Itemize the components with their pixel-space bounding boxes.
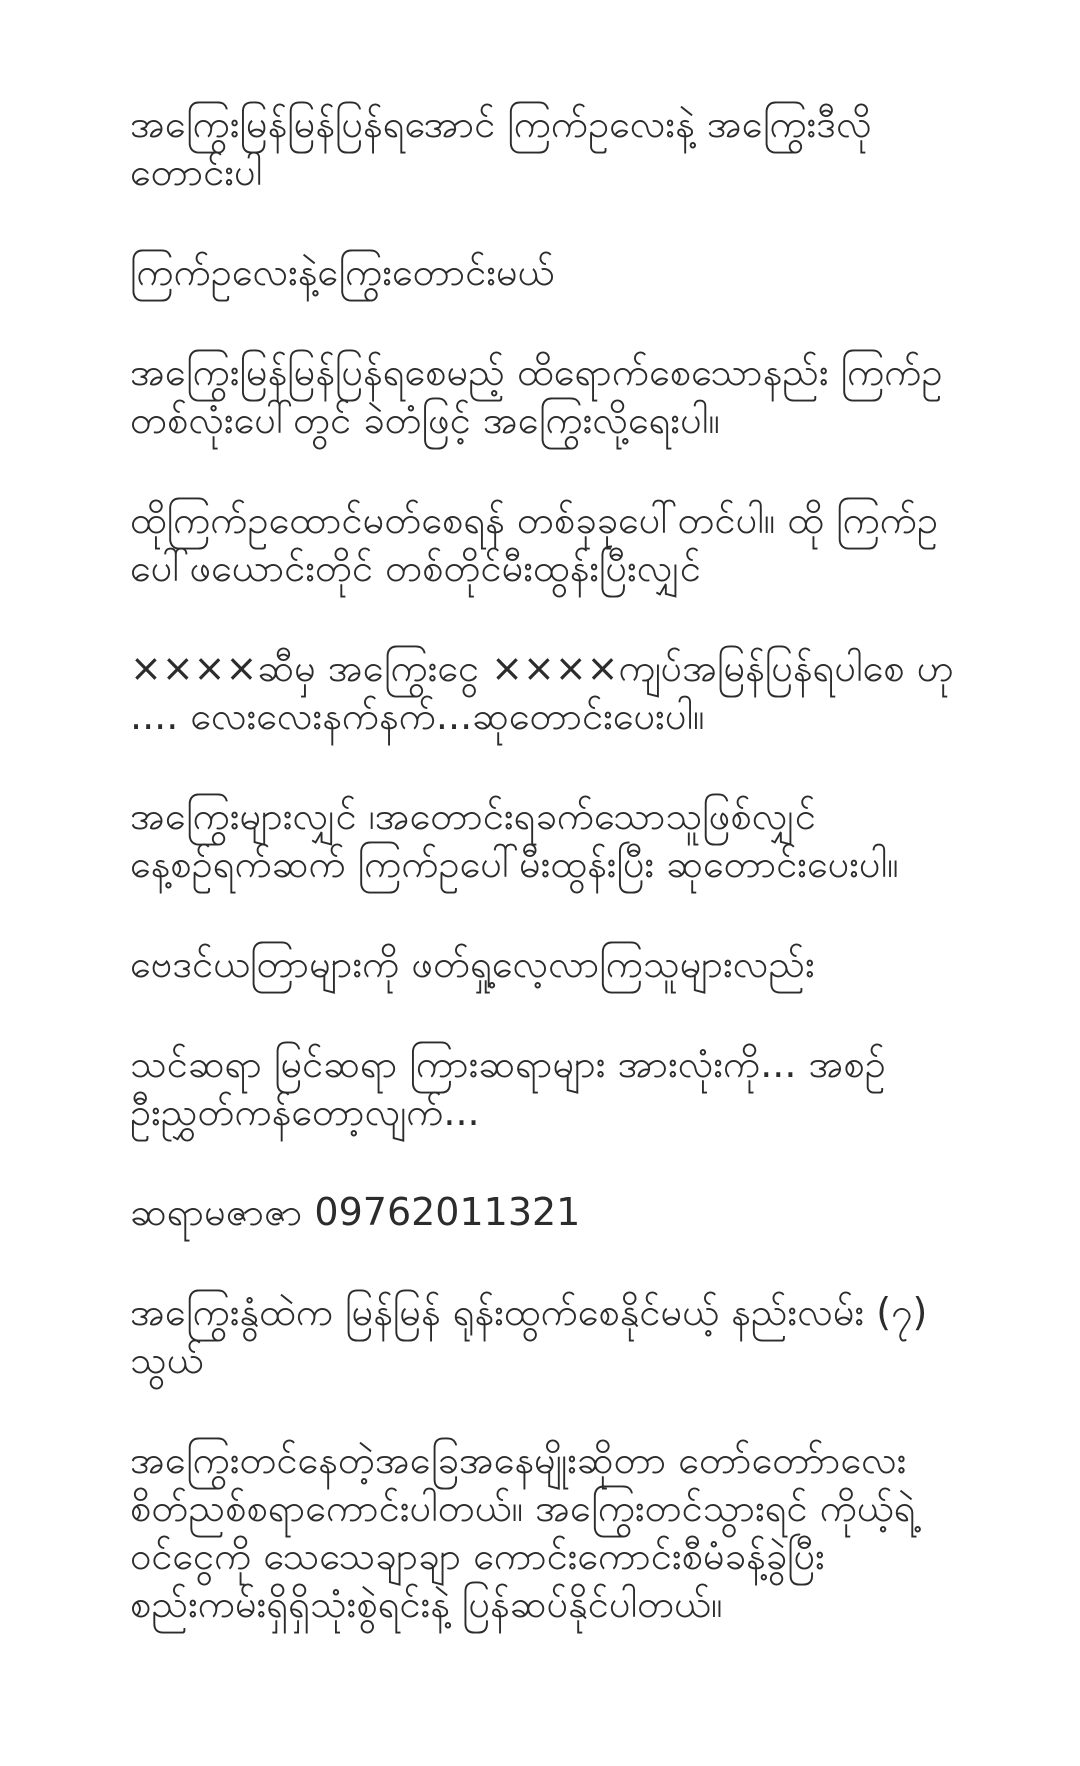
author-contact-paragraph: ဆရာမဇာဇာ 09762011321 xyxy=(130,1190,581,1234)
body-paragraph: အကြွေးမြန်မြန်ပြန်ရစေမည့် ထိရောက်စေသောနည်း ကြက်ဥတစ်လုံးပေါ်တွင် ခဲတံဖြင့် အကြွေးလို့ရေးပါ။ xyxy=(130,350,943,442)
body-paragraph: ဗေဒင်ယတြာများကို ဖတ်ရှု့လေ့လာကြသူများလည်း xyxy=(130,942,815,986)
body-paragraph: ထိုကြက်ဥထောင်မတ်စေရန် တစ်ခုခုပေါ်တင်ပါ။ ထို ကြက်ဥပေါ်ဖယောင်းတိုင် တစ်တိုင်မီးထွန်းပြီးလျှင် xyxy=(130,498,939,590)
body-paragraph: အကြွေးနွံထဲက မြန်မြန် ရုန်းထွက်စေနိုင်မယ့် နည်းလမ်း (၇) သွယ် xyxy=(130,1290,940,1382)
subheading-paragraph: ကြက်ဥလေးနဲ့ကြွေးတောင်းမယ် xyxy=(130,250,555,294)
body-paragraph: အကြွေးတင်နေတဲ့အခြေအနေမျိုးဆိုတာ တော်တော်ာလေး စိတ်ညစ်စရာကောင်းပါတယ်။ အကြွေးတင်သွားရင် ကိုယ့်ရဲ့ဝင်ငွေကို သေသေချာချာ ကောင်းကောင်းစီမံခန့်ခွဲပြီး စည်းကမ်းရှိရှိသုံးစွဲရင်းနဲ့ ပြန်ဆပ်နိုင်ပါတယ်။ xyxy=(130,1438,919,1626)
heading-paragraph: အကြွေးမြန်မြန်ပြန်ရအောင် ကြက်ဥလေးနဲ့ အကြွေးဒီလိုတောင်းပါ xyxy=(130,102,872,194)
body-paragraph: သင်ဆရာ မြင်ဆရာ ကြားဆရာများ အားလုံးကို... အစဉ်ဦးညွှတ်ကန်တော့လျက်... xyxy=(130,1042,886,1134)
body-paragraph: အကြွေးများလျှင် ၊အတောင်းရခက်သောသူဖြစ်လျှင် နေ့စဉ်ရက်ဆက် ကြက်ဥပေါ်မီးထွန်းပြီး ဆုတောင်းပေးပါ။ xyxy=(130,794,899,886)
body-paragraph: ××××ဆီမှ အကြွေးငွေ ××××ကျပ်အမြန်ပြန်ရပါစေ ဟု .... လေးလေးနက်နက်...ဆုတောင်းပေးပါ။ xyxy=(130,646,966,738)
